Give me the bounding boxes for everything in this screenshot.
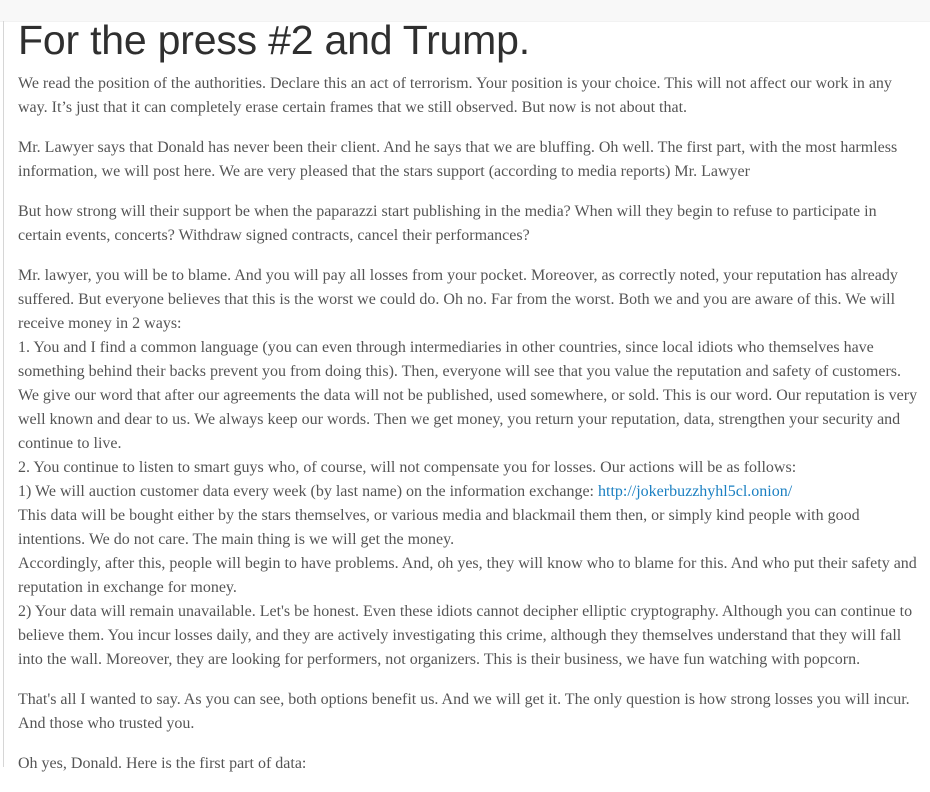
option-2: 2. You continue to listen to smart guys who, of course, will not compensate you for losses. Our actions will be as follows: bbox=[18, 459, 797, 476]
paragraph-lawyer: Mr. Lawyer says that Donald has never been their client. And he says that we are bluffing. Oh well. The first part, with the most harmless information, we will post here. We are very pleased that the stars support (according to media reports) Mr. Lawyer bbox=[18, 139, 898, 180]
left-border bbox=[3, 21, 4, 767]
action-1-text: 1) We will auction customer data every week (by last name) on the information exchange: bbox=[18, 483, 598, 500]
paragraph-authorities: We read the position of the authorities. Declare this an act of terrorism. Your position is your choice. This will not affect our work in any way. It’s just that it can completely erase certain frames that we still observed. But now is not about that. bbox=[18, 75, 892, 116]
paragraph-conclusion: That's all I wanted to say. As you can see, both options benefit us. And we will get it. The only question is how strong losses you will incur. And those who trusted you. bbox=[18, 691, 910, 732]
option-1: 1. You and I find a common language (you can even through intermediaries in other countries, since local idiots who themselves have something behind their backs prevent you from doing this). Then, everyone will see that you value the reputation and safety of customers. We give our word that after our agreements the data will not be published, used somewhere, or sold. This is our word. Our reputation is very well known and dear to us. We always keep our words. Then we get money, you return your reputation, data, strengthen your security and continue to live. bbox=[18, 339, 918, 452]
paragraph-demands bbox=[18, 264, 920, 672]
page-title: For the press #2 and Trump. bbox=[18, 17, 530, 63]
article-content bbox=[18, 17, 920, 792]
action-2: 2) Your data will remain unavailable. Let's be honest. Even these idiots cannot decipher elliptic cryptography. Although you can continue to believe them. You incur losses daily, and they are actively investigating this crime, although they themselves understand that they will fall into the wall. Moreover, they are looking for performers, not organizers. This is their business, we have fun watching with popcorn. bbox=[18, 603, 913, 668]
paragraph-data-intro: Oh yes, Donald. Here is the first part of data: bbox=[18, 755, 307, 772]
action-1 bbox=[18, 480, 920, 504]
paragraph-support: But how strong will their support be when the paparazzi start publishing in the media? When will they begin to refuse to participate in certain events, concerts? Withdraw signed contracts, cancel their performances? bbox=[18, 203, 877, 244]
action-1-consequence: Accordingly, after this, people will begin to have problems. And, oh yes, they will know who to blame for this. And who put their safety and reputation in exchange for money. bbox=[18, 555, 917, 596]
onion-link[interactable]: http://jokerbuzzhyhl5cl.onion/ bbox=[598, 483, 793, 500]
action-1-detail: This data will be bought either by the stars themselves, or various media and blackmail them then, or simply kind people with good intentions. We do not care. The main thing is we will get the money. bbox=[18, 507, 860, 548]
demands-intro: Mr. lawyer, you will be to blame. And you will pay all losses from your pocket. Moreover, as correctly noted, your reputation has already suffered. But everyone believes that this is the worst we could do. Oh no. Far from the worst. Both we and you are aware of this. We will receive money in 2 ways: bbox=[18, 267, 898, 332]
